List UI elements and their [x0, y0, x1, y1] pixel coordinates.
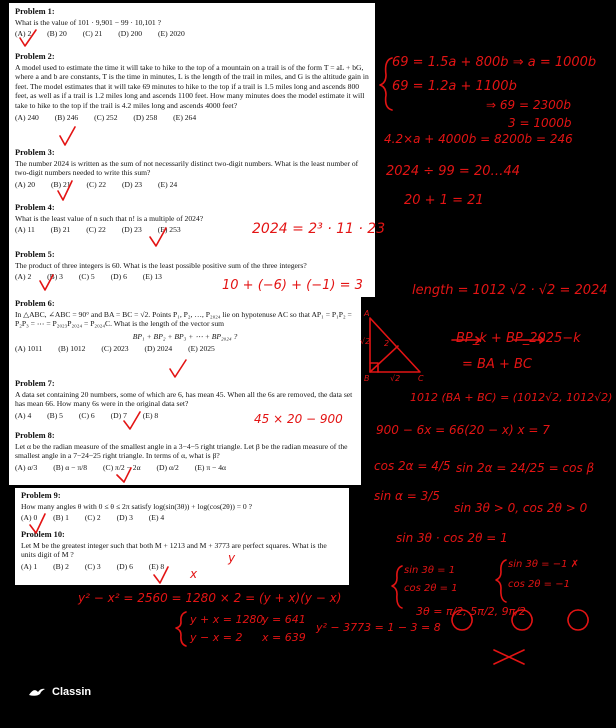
- brace-p2: [380, 58, 392, 110]
- note-p7-line2: 900 − 6x = 66(20 − x) x = 7: [376, 423, 550, 437]
- choice-d[interactable]: (D) 2024: [144, 344, 173, 354]
- problem-text: A data set containing 20 numbers, some of which are 6, has mean 45. When all the 6s are removed, the data set has mean 66. How many 6s were in the original data set?: [15, 389, 353, 409]
- choice-e[interactable]: (E) 8: [142, 410, 159, 420]
- choice-c[interactable]: (C) 252: [94, 112, 118, 122]
- note-p9-line4: cos 2θ = 1: [404, 583, 458, 594]
- note-p3-line2: 20 + 1 = 21: [404, 193, 484, 208]
- check-mark-p3: [58, 181, 72, 200]
- choice-d[interactable]: (D) 3: [116, 513, 133, 523]
- choice-d[interactable]: (D) 200: [118, 29, 143, 39]
- note-p6-line1: length = 1012 √2 · √2 = 2024: [412, 283, 608, 298]
- choice-e[interactable]: (E) 13: [142, 272, 162, 282]
- fig-label-bc: √2: [390, 374, 401, 383]
- choice-e[interactable]: (E) 2020: [157, 29, 185, 39]
- choice-b[interactable]: (B) 246: [54, 112, 79, 122]
- note-p7-line1: 45 × 20 − 900: [254, 412, 343, 426]
- choice-e[interactable]: (E) 264: [173, 112, 197, 122]
- check-mark-p2: [60, 127, 75, 145]
- note-p2-line4: 3 = 1000b: [508, 116, 572, 130]
- problem-title: Problem 8:: [15, 431, 55, 440]
- choice-a[interactable]: (A) 1: [21, 561, 38, 571]
- problem-title: Problem 5:: [15, 250, 55, 259]
- problem-text: The number 2024 is written as the sum of not necessarily distinct two-digit numbers. What is the least number of two-digit numbers needed to write this sum?: [15, 158, 359, 178]
- note-p4: 2024 = 2³ · 11 · 23: [252, 221, 386, 237]
- triangle-diagonal: [370, 346, 398, 372]
- problem-title: Problem 10:: [21, 530, 65, 539]
- problem-text: How many angles θ with 0 ≤ θ ≤ 2π satisfy log(sin(3θ)) + log(cos(2θ)) = 0 ?: [21, 501, 252, 511]
- choice-e[interactable]: (E) π − 4α: [194, 462, 227, 472]
- note-p6-line4: 1012 (BA + BC) = (1012√2, 1012√2): [410, 391, 613, 404]
- choice-b[interactable]: (B) 1: [53, 513, 69, 523]
- fig-label-b: B: [364, 374, 370, 383]
- note-p9-line6: cos 2θ = −1: [508, 579, 570, 590]
- check-mark-p9: [30, 514, 45, 533]
- problem-title: Problem 1:: [15, 7, 55, 16]
- note-p2-line2: 69 = 1.2a + 1100b: [392, 79, 517, 94]
- choice-a[interactable]: (A) 11: [15, 225, 35, 235]
- brace-p10: [176, 612, 186, 646]
- note-p8-line2: sin 2α = 24/25 = cos β: [456, 461, 595, 475]
- choice-a[interactable]: (A) 1011: [15, 344, 43, 354]
- problem-text: What is the value of 101 · 9,901 − 99 · 10,101 ?: [15, 17, 162, 27]
- classin-logo: [28, 686, 91, 698]
- choice-c[interactable]: (C) 3: [84, 561, 101, 571]
- brand-name: Classin: [52, 686, 92, 698]
- check-mark-p5: [40, 275, 53, 290]
- choice-a[interactable]: (A) 2: [15, 29, 32, 39]
- choice-d[interactable]: (D) 6: [116, 561, 133, 571]
- circle-3: [568, 610, 588, 630]
- choice-c[interactable]: (C) 22: [86, 179, 107, 189]
- choice-a[interactable]: (A) 4: [15, 410, 32, 420]
- check-mark-p6: [170, 360, 186, 377]
- note-p10-y: y: [228, 551, 236, 565]
- problem-text: In △ABC, ∠ABC = 90° and BA = BC = √2. Points P₁, P₂, …, P₂₀₂₄ lie on hypotenuse AC so that AP₁ = P₁P₂ = P₂P₃ = ⋯ = P₂₀₂₃P₂₀₂₄ = P₂₀₂₄C. What is the length of the vector sum: [15, 309, 352, 329]
- problem-text: Let M be the greatest integer such that both M + 1213 and M + 3773 are perfect squares. What is the units digit of M ?: [21, 540, 327, 560]
- choice-e[interactable]: (E) 24: [157, 179, 178, 189]
- problem-text: A model used to estimate the time it will take to hike to the top of a mountain on a trail is of the form T = aL + bG, where a and b are constants, T is the time in minutes, L is the length of the trail in miles, and G is the altitude gain in feet. The model estimates that it will take 69 minutes to hike to the top if a trail is 1.5 miles long and ascends 800 feet, as well as if a trail is 1.2 miles long and ascends 1100 feet. How many minutes does the model estimate it will take to hike to the top if the trail is 4.2 miles long and ascends 4000 feet?: [15, 62, 369, 110]
- note-p9-line2: sin 3θ · cos 2θ = 1: [396, 531, 508, 545]
- note-p2-line1: 69 = 1.5a + 800b ⇒ a = 1000b: [392, 55, 597, 70]
- choice-b[interactable]: (B) 1012: [58, 344, 86, 354]
- fig-label-ab: √2: [360, 337, 371, 346]
- note-p10-line1: y² − x² = 2560 = 1280 × 2 = (y + x)(y − x): [78, 591, 342, 605]
- choice-e[interactable]: (E) 2025: [188, 344, 215, 354]
- check-mark-p1: [20, 30, 36, 46]
- choice-b[interactable]: (B) 5: [47, 410, 63, 420]
- problem-title: Problem 7:: [15, 379, 55, 388]
- choice-a[interactable]: (A) 240: [15, 112, 39, 122]
- problem-title: Problem 6:: [15, 299, 55, 308]
- choice-b[interactable]: (B) 2: [53, 561, 69, 571]
- note-p10-line5: x = 639: [262, 631, 306, 644]
- choice-b[interactable]: (B) 20: [47, 29, 67, 39]
- problem-title: Problem 9:: [21, 491, 61, 500]
- choice-d[interactable]: (D) 258: [133, 112, 158, 122]
- note-p10-line6: y² − 3773 = 1 − 3 = 8: [316, 621, 441, 634]
- choice-a[interactable]: (A) 2: [15, 272, 32, 282]
- note-p2-line5: 4.2×a + 4000b = 8200b = 246: [384, 132, 573, 146]
- fig-label-a: A: [364, 309, 370, 318]
- note-p3-line1: 2024 ÷ 99 = 20…44: [386, 164, 521, 179]
- problem-title: Problem 4:: [15, 203, 55, 212]
- choice-b[interactable]: (B) α − π/8: [53, 462, 88, 472]
- note-p2-line3: ⇒ 69 = 2300b: [486, 98, 571, 112]
- choice-c[interactable]: (C) 2023: [101, 344, 129, 354]
- choice-d[interactable]: (D) 23: [122, 179, 143, 189]
- choice-c[interactable]: (C) 21: [82, 29, 103, 39]
- problem-title: Problem 2:: [15, 52, 55, 61]
- note-p5: 10 + (−6) + (−1) = 3: [222, 278, 363, 293]
- choice-d[interactable]: (D) 6: [110, 272, 127, 282]
- choice-d[interactable]: (D) α/2: [156, 462, 179, 472]
- problem-text: The product of three integers is 60. What is the least possible positive sum of the three integers?: [15, 260, 307, 270]
- choice-e[interactable]: (E) 253: [157, 225, 181, 235]
- choice-c[interactable]: (C) 22: [86, 225, 106, 235]
- choice-b[interactable]: (B) 21: [50, 225, 71, 235]
- choice-a[interactable]: (A) 20: [15, 179, 36, 189]
- note-p9-line7: 3θ = π/2, 5π/2, 9π/2: [416, 605, 526, 618]
- choice-a[interactable]: (A) α/3: [15, 462, 38, 472]
- choice-b[interactable]: (B) 21: [50, 179, 71, 189]
- choice-d[interactable]: (D) 23: [121, 225, 142, 235]
- cross-out: [494, 650, 524, 664]
- choice-d[interactable]: (D) 7: [110, 410, 127, 420]
- choice-c[interactable]: (C) 2: [84, 513, 101, 523]
- vector-sum-expression: BP₁ + BP₂ + BP₃ + ⋯ + BP₂₀₂₄ ?: [132, 331, 238, 341]
- note-p6-line2: BP_k + BP_2025−k: [456, 331, 581, 346]
- problem-text: Let α be the radian measure of the smallest angle in a 3−4−5 right triangle. Let β be the radian measure of the smallest angle in a 7−24−25 right triangle. In terms of α, what is β?: [15, 441, 348, 461]
- choice-b[interactable]: (B) 3: [47, 272, 63, 282]
- check-mark-p4: [150, 228, 166, 246]
- check-mark-p10: [154, 567, 168, 583]
- choice-e[interactable]: (E) 4: [148, 513, 165, 523]
- fig-label-c: C: [418, 374, 424, 383]
- choice-c[interactable]: (C) π/2 − 2α: [102, 462, 141, 472]
- choice-a[interactable]: (A) 0: [21, 513, 38, 523]
- note-p6-line3: = BA + BC: [462, 357, 532, 372]
- note-p10-line3: y − x = 2: [190, 631, 243, 644]
- choice-e[interactable]: (E) 8: [148, 561, 165, 571]
- choice-c[interactable]: (C) 5: [78, 272, 95, 282]
- note-p9-line5: sin 3θ = −1 ✗: [508, 559, 580, 570]
- note-p10-line2: y + x = 1280: [190, 613, 264, 626]
- problem-text: What is the least value of n such that n! is a multiple of 2024?: [15, 213, 204, 223]
- note-p9-line3: sin 3θ = 1: [404, 565, 456, 576]
- note-p10-x: x: [190, 567, 198, 581]
- note-p8-line3: sin α = 3/5: [374, 489, 440, 503]
- check-mark-p7: [124, 412, 140, 429]
- note-p10-line4: y = 641: [262, 613, 306, 626]
- brace-p9: [392, 566, 402, 608]
- problem-title: Problem 3:: [15, 148, 55, 157]
- check-mark-p8: [117, 468, 131, 482]
- note-p8-line1: cos 2α = 4/5: [374, 459, 451, 473]
- note-p9-line1: sin 3θ > 0, cos 2θ > 0: [454, 501, 588, 515]
- choice-c[interactable]: (C) 6: [78, 410, 95, 420]
- brace-p9b: [496, 560, 506, 602]
- classin-bird-icon: [28, 686, 46, 698]
- fig-label-mid: 2: [384, 339, 390, 348]
